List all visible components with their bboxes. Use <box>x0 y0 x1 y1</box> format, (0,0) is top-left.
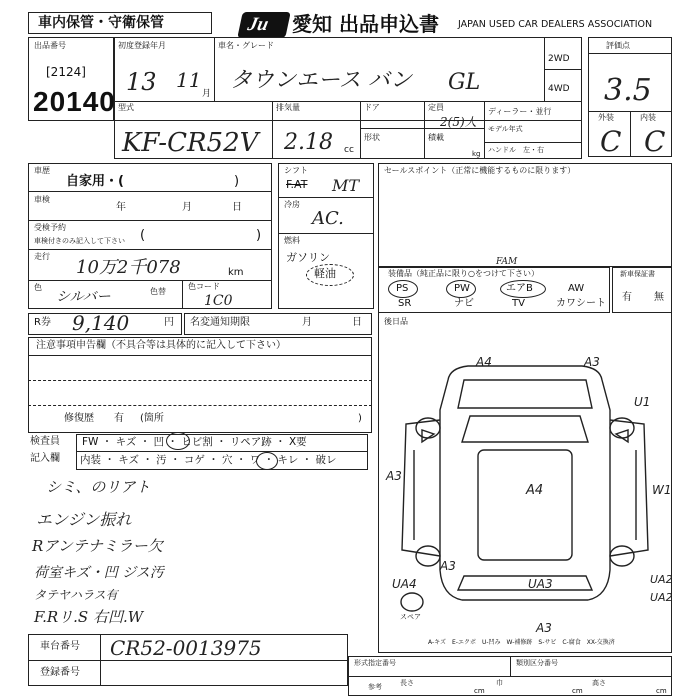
aircon-label: 冷房 <box>284 200 300 209</box>
equip-pw: PW <box>454 283 470 294</box>
mileage-unit: km <box>228 267 244 278</box>
divider <box>28 220 272 221</box>
listing-sub-number: [2124] <box>46 65 86 79</box>
damage-mark-front-left: A4 <box>476 355 492 369</box>
spare-label: スペア <box>400 613 421 621</box>
divider <box>360 101 361 159</box>
inspector-note-6: F.Rリ.S 右凹.W <box>34 608 144 626</box>
registration-year: 13 <box>126 68 157 96</box>
model-year-label: モデル年式 <box>488 125 523 133</box>
storage-title: 車内保管・守衛保管 <box>38 15 164 31</box>
divider <box>424 101 425 159</box>
repair-label: 修復歴 <box>64 413 94 424</box>
score-label: 評価点 <box>606 41 630 50</box>
ju-logo-text: Ju <box>245 14 271 35</box>
load-label: 積載 <box>428 133 444 142</box>
equip-seat: カワシート <box>556 298 606 309</box>
divider <box>100 634 101 686</box>
insp-stain: 汚 <box>156 454 167 466</box>
insp-fw: FW <box>82 436 99 448</box>
warranty-label: 新車保証書 <box>620 270 655 278</box>
divider <box>214 37 215 101</box>
car-diagram <box>378 350 672 640</box>
divider <box>544 69 582 70</box>
handle-label: ハンドル 左・右 <box>488 146 544 154</box>
footer-width: 巾 <box>496 679 503 687</box>
divider <box>28 280 272 281</box>
inspector-note-4: 荷室キズ・凹 ジス汚 <box>34 565 164 581</box>
capacity-label: 定員 <box>428 103 444 112</box>
inspection-day: 日 <box>232 202 242 213</box>
damage-mark-right-front: U1 <box>634 395 651 409</box>
recycle-value: 9,140 <box>72 311 130 335</box>
warranty-no: 無 <box>654 292 664 303</box>
load-unit: kg <box>472 150 481 158</box>
notice-day: 日 <box>352 317 362 328</box>
color-label: 色 <box>34 283 42 292</box>
insp-burn: コゲ <box>183 454 205 466</box>
notice-month: 月 <box>302 317 312 328</box>
displacement-label: 排気量 <box>276 103 300 112</box>
divider <box>28 355 372 356</box>
model-label: 型式 <box>118 103 134 112</box>
inspector-note-3: Rアンテナミラー欠 <box>32 537 163 555</box>
inspector-label: 検査員 <box>30 436 60 447</box>
registration-month-unit: 月 <box>202 89 212 99</box>
footer-shape-label: 形式指定番号 <box>354 659 396 667</box>
divider <box>278 233 374 234</box>
color-change-label: 色替 <box>150 287 166 296</box>
repair-close: ) <box>358 413 362 424</box>
equip-sr: SR <box>398 298 412 309</box>
divider <box>278 197 374 198</box>
repair-value: 有 <box>114 413 124 424</box>
history-label: 車歴 <box>34 166 50 175</box>
car-grade: GL <box>448 70 481 95</box>
mileage-value: 10万2千078 <box>76 257 181 278</box>
exterior-label: 外装 <box>598 113 614 122</box>
equip-pw-circle <box>446 280 476 298</box>
equip-aw: AW <box>568 283 585 294</box>
divider <box>28 405 372 406</box>
drive-4wd: 4WD <box>548 84 570 94</box>
damage-mark-side-left: A3 <box>440 559 456 573</box>
sales-point-label: セールスポイント（正常に機能するものに限ります） <box>384 166 576 175</box>
registration-label: 初度登録年月 <box>118 41 166 50</box>
footer-height-unit: cm <box>656 687 667 695</box>
drive-2wd: 2WD <box>548 54 570 64</box>
divider <box>28 249 272 250</box>
inspector-note-5: タテヤハラス有 <box>34 588 118 602</box>
form-title-english: JAPAN USED CAR DEALERS ASSOCIATION <box>458 19 653 30</box>
divider <box>348 676 672 677</box>
inspector-row1: FW ・ キズ ・ 凹 ・ ヒビ割 ・ リペア跡 ・ X要 <box>82 436 307 448</box>
color-code-label: 色コード <box>188 282 220 291</box>
color-value: シルバー <box>56 289 111 305</box>
footer-reference-label: 参考 <box>368 683 382 691</box>
later-label: 後日品 <box>384 317 408 326</box>
equip-tv: TV <box>512 298 525 309</box>
divider <box>182 280 183 309</box>
equip-ps: PS <box>396 283 409 294</box>
inspector-label-2: 記入欄 <box>30 453 60 464</box>
insp-scratch: キズ <box>115 436 137 448</box>
fuel-selected: 軽油 <box>314 267 336 280</box>
shift-label: シフト <box>284 166 308 175</box>
interior-label: 内装 <box>640 113 656 122</box>
damage-mark-left-side: A3 <box>386 469 402 483</box>
damage-legend: A-キズ E-エクボ U-凹み W-補修跡 S-サビ C-腐食 XX-交換済 <box>428 639 615 646</box>
warranty-yes: 有 <box>622 292 632 303</box>
inspector-row2: 内装 ・ キズ ・ 汚 ・ コゲ ・ 穴 ・ ワ ・ キレ ・ 破レ <box>80 454 337 466</box>
form-title: 愛知 出品申込書 <box>292 12 439 36</box>
divider <box>588 53 672 54</box>
inspection-year: 年 <box>116 202 126 213</box>
insp-repair: リペア跡 <box>229 436 272 448</box>
registration-no-label: 登録番号 <box>40 667 80 678</box>
receipt-sublabel: 車検付きのみ記入して下さい <box>34 237 125 245</box>
footer-class-label: 類別区分番号 <box>516 659 558 667</box>
displacement-value: 2.18 <box>284 130 333 155</box>
displacement-unit: cc <box>344 145 354 155</box>
divider <box>76 451 368 452</box>
inspector-note-2: エンジン振れ <box>36 510 132 529</box>
shift-struck: F.AT <box>286 178 308 191</box>
inspector-note-1: シミ、のリアト <box>46 478 151 496</box>
damage-mark-front-right: A3 <box>584 355 600 369</box>
fuel-options: ガソリン <box>286 251 330 264</box>
divider <box>28 191 272 192</box>
insp-crack: ヒビ割 <box>181 436 213 448</box>
equipment-label: 装備品（純正品に限り○をつけて下さい） <box>388 269 539 278</box>
aircon-value: AC. <box>312 208 344 229</box>
divider <box>484 101 485 159</box>
divider <box>28 660 348 661</box>
damage-mark-rear-right-1: UA2 <box>650 573 673 586</box>
car-name-label: 車名・グレード <box>218 41 274 50</box>
dealer-label: ディーラー・並行 <box>488 107 552 116</box>
insp-x: X要 <box>288 436 307 448</box>
chassis-value: CR52-0013975 <box>110 636 262 660</box>
doors-label: ドア <box>364 103 380 112</box>
model-value: KF-CR52V <box>122 128 259 158</box>
damage-mark-rear-right-2: UA2 <box>650 591 673 604</box>
equip-airbag-circle <box>500 280 546 298</box>
insp-interior: 内装 <box>80 454 101 466</box>
history-value: 自家用・( <box>66 174 124 189</box>
car-name-value: タウンエース バン <box>230 68 412 93</box>
history-close: ) <box>234 174 240 189</box>
registration-month: 11 <box>176 68 202 92</box>
insp-i-scratch: キズ <box>118 454 139 466</box>
footer-width-unit: cm <box>572 687 583 695</box>
shift-value: MT <box>332 176 360 195</box>
inspection-month: 月 <box>182 202 192 213</box>
ju-logo <box>237 12 291 38</box>
notice-label: 名変通知期限 <box>190 317 250 328</box>
insp-wrinkle: ワ <box>249 454 261 466</box>
insp-dent: 凹 <box>153 436 165 448</box>
insp-cut: キレ <box>277 454 299 466</box>
divider <box>272 101 273 159</box>
equip-navi: ナビ <box>454 298 474 309</box>
divider <box>630 111 631 157</box>
insp-wrinkle-circle <box>256 452 278 470</box>
footer-height: 高さ <box>592 679 606 687</box>
mileage-label: 走行 <box>34 252 50 261</box>
interior-grade: C <box>644 125 666 158</box>
score-value: 3.5 <box>604 73 652 108</box>
repair-place: (箇所 <box>140 413 164 424</box>
damage-mark-rear: A3 <box>536 621 552 635</box>
inspection-label: 車検 <box>34 195 50 204</box>
shape-label: 形状 <box>364 133 380 142</box>
insp-dent-circle <box>166 432 190 450</box>
recycle-unit: 円 <box>164 317 174 328</box>
listing-number: 20140 <box>33 86 116 117</box>
fuel-label: 燃料 <box>284 236 300 245</box>
insp-hole: 穴 <box>222 454 233 466</box>
footer-length: 長さ <box>400 679 414 687</box>
sales-point-box <box>378 163 672 267</box>
color-code-value: 1C0 <box>204 293 233 309</box>
damage-mark-right-side: W1 <box>652 483 672 497</box>
receipt-label: 受検予約 <box>34 223 66 232</box>
equip-airbag: エアB <box>506 283 533 294</box>
recycle-label: R券 <box>34 317 51 328</box>
chassis-label: 車台番号 <box>40 641 80 652</box>
receipt-paren-open: ( <box>140 228 146 243</box>
listing-number-label: 出品番号 <box>34 41 66 50</box>
divider <box>28 380 372 381</box>
insp-tear: 破レ <box>315 454 337 466</box>
divider <box>484 120 582 121</box>
damage-mark-rear-center: UA3 <box>528 577 553 591</box>
notes-label: 注意事項申告欄（不具合等は具体的に記入して下さい） <box>36 340 286 351</box>
damage-mark-roof: A4 <box>526 483 544 498</box>
divider <box>510 656 511 676</box>
equipment-note: FAM <box>496 257 518 267</box>
receipt-paren-close: ) <box>256 228 262 243</box>
exterior-grade: C <box>600 125 622 158</box>
capacity-value: 2(5)人 <box>440 115 477 129</box>
equip-ps-circle <box>388 280 418 298</box>
divider <box>484 142 582 143</box>
footer-length-unit: cm <box>474 687 485 695</box>
damage-mark-rear-left: UA4 <box>392 577 417 591</box>
